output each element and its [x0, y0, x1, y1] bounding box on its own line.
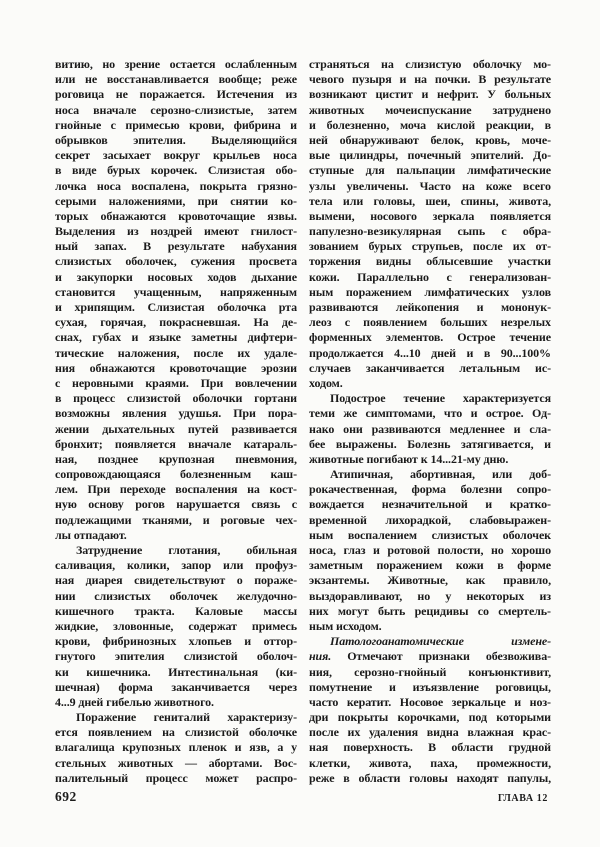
- text-line: дри покрыты корочками, под которыми: [309, 710, 551, 725]
- text-line: подлежащими тканями, и роговые чех-: [55, 512, 297, 527]
- text-line: клетки, живота, паха, промежности,: [309, 755, 551, 770]
- text-line: ным поражением лимфатических узлов: [309, 284, 551, 299]
- text-line: ния обнажаются кровоточащие эрозии: [55, 360, 297, 375]
- text-line: после их удаления видна влажная крас-: [309, 725, 551, 740]
- text-line: Поражение гениталий характеризу-: [76, 710, 297, 725]
- text-line: кишечного тракта. Каловые массы: [55, 603, 297, 618]
- text-line: ным воспалением слизистых оболочек: [309, 527, 551, 542]
- text-line: Выделения из ноздрей имеют гнилост-: [55, 224, 297, 239]
- text-line: чевого пузыря и на почки. В результате: [309, 72, 551, 87]
- text-line: в виде бурых корочек. Слизистая обо-: [55, 163, 297, 178]
- text-line: нако они развиваются медленнее и сла-: [309, 421, 551, 436]
- text-line: леоз с появлением больших незрелых: [309, 315, 551, 330]
- text-line: роговица не поражается. Истечения из: [55, 87, 297, 102]
- text-line: в процесс слизистой оболочки гортани: [55, 391, 297, 406]
- text-line: лем. При переходе воспаления на кост-: [55, 482, 297, 497]
- text-line: жении дыхательных путей развивается: [55, 421, 297, 436]
- text-line: Патологоанатомические измене-: [330, 634, 551, 649]
- text-line: животные погибают к 14...21-му дню.: [309, 451, 509, 466]
- text-line: временной лихорадкой, слабовыражен-: [309, 512, 551, 527]
- text-line: продолжается 4...10 дней и в 90...100%: [309, 345, 551, 360]
- text-line: и болезненно, моча кислой реакции, в: [309, 117, 551, 132]
- text-line: ная поверхность. В области грудной: [309, 740, 551, 755]
- text-column-left: [55, 57, 297, 786]
- text-line: саливация, колики, запор или профуз-: [55, 558, 297, 573]
- text-line: влагалища крупозных пленок и язв, а у: [55, 740, 297, 755]
- text-line: ния. Отмечают признаки обезвожива-: [309, 649, 551, 664]
- text-line: торых обнажаются кровоточащие язвы.: [55, 208, 297, 223]
- text-line: возможны явления удушья. При пора-: [55, 406, 297, 421]
- text-line: папулезно-везикулярная сыпь с обра-: [309, 224, 551, 239]
- text-line: жидкие, зловонные, содержат примесь: [55, 618, 297, 633]
- text-line: кожи. Параллельно с генерализован-: [309, 269, 551, 284]
- text-line: витию, но зрение остается ослабленным: [55, 57, 297, 71]
- text-line: них могут быть рецидивы со смертель-: [309, 603, 551, 618]
- text-line: тические наложения, после их удале-: [55, 345, 297, 360]
- text-columns: [55, 57, 551, 786]
- text-line: ется появлением на слизистой оболочке: [55, 725, 297, 740]
- text-line: узлы увеличены. Часто на коже всего: [309, 178, 551, 193]
- text-line: лочка носа воспалена, покрыта грязно-: [55, 178, 297, 193]
- text-line: носа, глаз и ротовой полости, но хорошо: [309, 543, 551, 557]
- text-line: слизистых оболочек, сужения просвета: [55, 254, 297, 269]
- text-line: возникают цистит и нефрит. У больных: [309, 87, 551, 102]
- text-line: носа вначале серозно-слизистые, затем: [55, 102, 297, 117]
- text-line: ная диарея свидетельствуют о пораже-: [55, 573, 297, 588]
- text-line: становится учащенным, напряженным: [55, 284, 297, 299]
- text-line: зованием бурых струпьев, после их от-: [309, 239, 551, 254]
- text-line: животных мочеиспускание затруднено: [309, 102, 551, 117]
- text-line: бронхит; появляется вначале катараль-: [55, 436, 297, 451]
- text-line: часто кератит. Носовое зеркальце и ноз-: [309, 694, 551, 709]
- text-line: ней обнаруживают белок, кровь, моче-: [309, 132, 551, 147]
- chapter-label: ГЛАВА 12: [497, 793, 548, 804]
- text-line: помутнение и изъязвление роговицы,: [309, 679, 551, 694]
- text-line: гнойные с примесью крови, фибрина и: [55, 117, 297, 132]
- text-line: ную основу рогов нарушается связь с: [55, 497, 297, 512]
- text-line: с неровными краями. При вовлечении: [55, 375, 297, 390]
- text-line: сопровождающаяся болезненным каш-: [55, 467, 297, 482]
- text-line: ный запах. В результате набухания: [55, 239, 297, 254]
- text-line: и хрипящим. Слизистая оболочка рта: [55, 300, 297, 314]
- text-line: ным исходом.: [309, 618, 382, 633]
- text-line: ходом.: [309, 375, 343, 390]
- text-line: шечная) форма заканчивается через: [55, 679, 297, 694]
- text-line: или не восстанавливается вообще; реже: [55, 72, 297, 87]
- text-column-right: [309, 57, 551, 786]
- text-line: Затруднение глотания, обильная: [76, 543, 297, 557]
- text-line: торжения видны облысевшие участки: [309, 254, 551, 269]
- text-line: теми же симптомами, что и острое. Од-: [309, 406, 551, 421]
- text-line: рокачественная, форма болезни сопро-: [309, 482, 551, 497]
- text-line: Атипичная, абортивная, или доб-: [330, 467, 551, 482]
- text-line: форменных элементов. Острое течение: [309, 330, 551, 345]
- text-line: ки кишечника. Интестинальная (ки-: [55, 664, 297, 679]
- text-line: вые цилиндры, почечный эпителий. До-: [309, 148, 551, 163]
- text-line: снах, губах и языке заметны дифтери-: [55, 330, 297, 345]
- text-line: нии слизистых оболочек желудочно-: [55, 588, 297, 603]
- text-line: страняться на слизистую оболочку мо-: [309, 57, 551, 71]
- text-line: стельных животных — абортами. Вос-: [55, 755, 297, 770]
- text-line: бее выражены. Болезнь затягивается, и: [309, 436, 551, 451]
- text-line: заметным поражением кожи в форме: [309, 558, 551, 573]
- text-line: выздоравливают, но у некоторых из: [309, 588, 551, 603]
- text-line: тела или головы, шеи, спины, живота,: [309, 193, 551, 208]
- text-line: секрет засыхает вокруг крыльев носа: [55, 148, 297, 163]
- text-line: вождается незначительной и кратко-: [309, 497, 551, 512]
- text-line: сухая, горячая, покрасневшая. На де-: [55, 315, 297, 330]
- text-line: 4...9 дней гибелью животного.: [55, 694, 214, 709]
- text-line: обрывков эпителия. Выделяющийся: [55, 132, 297, 147]
- text-line: палительный процесс может распро-: [55, 770, 297, 785]
- text-line: и закупорки носовых ходов дыхание: [55, 269, 297, 284]
- page-footer: [55, 789, 548, 805]
- text-line: развиваются лейкопения и мононук-: [309, 300, 551, 314]
- text-line: крови, фибринозных хлопьев и оттор-: [55, 634, 297, 649]
- text-line: вымени, носового зеркала появляется: [309, 208, 551, 223]
- text-line: ступные для пальпации лимфатические: [309, 163, 551, 178]
- text-line: гнутого эпителия слизистой оболоч-: [55, 649, 297, 664]
- page-number: 692: [55, 789, 77, 804]
- text-line: случаев заканчивается летальным ис-: [309, 360, 551, 375]
- text-line: лы отпадают.: [55, 527, 127, 542]
- text-line: экзантемы. Животные, как правило,: [309, 573, 551, 588]
- text-line: ная, позднее крупозная пневмония,: [55, 451, 297, 466]
- text-line: серыми наложениями, при снятии ко-: [55, 193, 297, 208]
- text-line: реже в области головы находят папулы,: [309, 770, 551, 785]
- text-line: ния, серозно-гнойный конъюнктивит,: [309, 664, 551, 679]
- text-line: Подострое течение характеризуется: [330, 391, 551, 406]
